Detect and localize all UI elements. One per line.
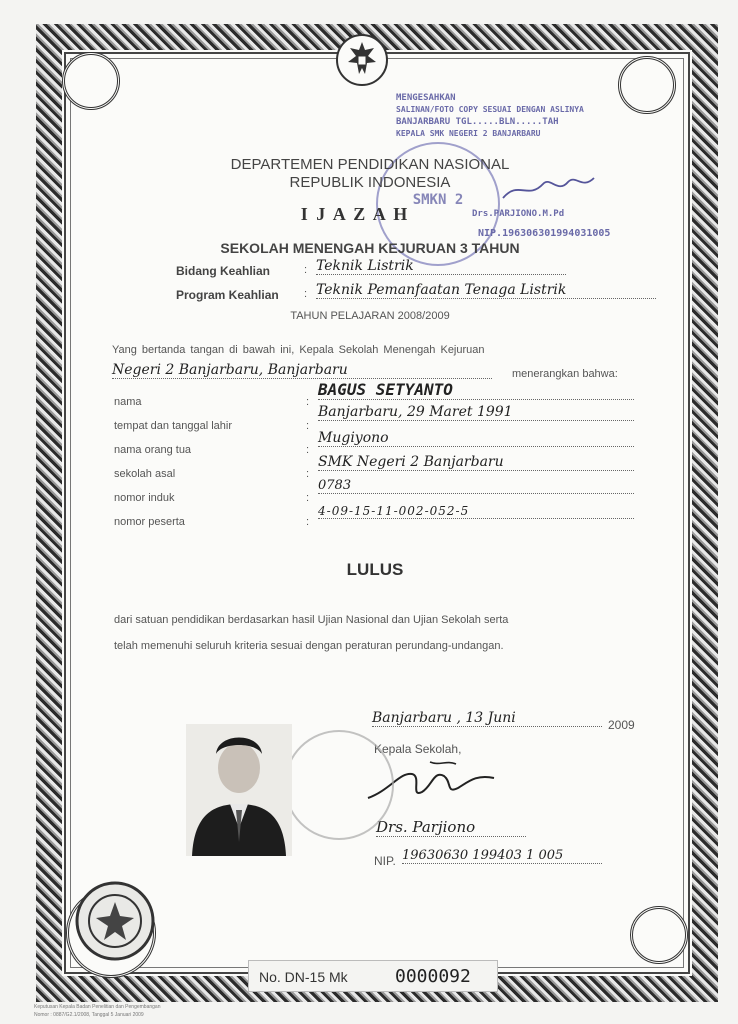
signer-role: Kepala Sekolah, — [374, 742, 462, 756]
menerangkan-text: menerangkan bahwa: — [512, 368, 618, 380]
stamp-line3: BANJARBARU TGL.....BLN.....TAH — [396, 117, 559, 127]
fine-print-2: Nomor : 0887/G2.1/2008, Tanggal 5 Januari 2009 — [34, 1012, 144, 1018]
field-label-nama: nama — [114, 396, 142, 408]
field-label-sekolah-asal: sekolah asal — [114, 468, 176, 480]
statement-line1: dari satuan pendidikan berdasarkan hasil Ujian Nasional dan Ujian Sekolah serta — [114, 614, 509, 626]
program-label: Program Keahlian — [176, 288, 279, 302]
field-label-ttl: tempat dan tanggal lahir — [114, 420, 233, 432]
nip-label: NIP. — [374, 854, 396, 868]
field-value-nomor-induk: 0783 — [318, 478, 634, 494]
corner-ornament-br — [630, 906, 688, 964]
stamp-signer-nip: NIP.196306301994031005 — [478, 228, 611, 239]
colon: : — [306, 516, 310, 528]
academic-year: TAHUN PELAJARAN 2008/2009 — [290, 310, 450, 322]
colon: : — [306, 444, 310, 456]
field-value-sekolah-asal: SMK Negeri 2 Banjarbaru — [318, 454, 634, 471]
colon: : — [306, 420, 310, 432]
principal-name: Drs. Parjiono — [376, 818, 526, 837]
stamp-signer-name: Drs.PARJIONO.M.Pd — [472, 209, 565, 219]
field-value-nama: BAGUS SETYANTO — [318, 380, 634, 400]
student-photo — [186, 724, 292, 856]
field-value-nomor-peserta: 4-09-15-11-002-052-5 — [318, 504, 634, 519]
field-value-orangtua: Mugiyono — [318, 430, 634, 447]
intro-text: Yang bertanda tangan di bawah ini, Kepala Sekolah Menengah Kejuruan — [112, 344, 485, 356]
colon: : — [304, 264, 308, 276]
school-name-handwritten: Negeri 2 Banjarbaru, Banjarbaru — [112, 362, 492, 379]
result-status: LULUS — [346, 560, 404, 579]
stamp-line2: SALINAN/FOTO COPY SESUAI DENGAN ASLINYA — [396, 105, 584, 114]
school-emblem-icon — [72, 878, 158, 964]
program-value: Teknik Pemanfaatan Tenaga Listrik — [316, 282, 656, 299]
field-label-nomor-induk: nomor induk — [114, 492, 175, 504]
fine-print-1: Keputusan Kepala Badan Penelitian dan Pengembangan — [34, 1004, 161, 1010]
colon: : — [306, 468, 310, 480]
place-date-handwritten: Banjarbaru , 13 Juni — [372, 710, 602, 727]
page-title: I J A Z A H — [300, 204, 410, 224]
field-label-nomor-peserta: nomor peserta — [114, 516, 185, 528]
colon: : — [304, 288, 308, 300]
certificate-number-box — [248, 960, 498, 992]
stamp-line4: KEPALA SMK NEGERI 2 BANJARBARU — [396, 129, 541, 138]
stamp-line1: MENGESAHKAN — [396, 93, 456, 103]
colon: : — [306, 492, 310, 504]
bidang-label: Bidang Keahlian — [176, 264, 271, 278]
republic-title: REPUBLIK INDONESIA — [289, 174, 451, 191]
colon: : — [306, 396, 310, 408]
field-label-orangtua: nama orang tua — [114, 444, 192, 456]
garuda-emblem-icon — [334, 32, 390, 88]
corner-ornament-tl — [62, 52, 120, 110]
statement-line2: telah memenuhi seluruh kriteria sesuai dengan peraturan perundang-undangan. — [114, 640, 504, 652]
bidang-value: Teknik Listrik — [316, 258, 566, 275]
number-label: No. DN-15 Mk — [259, 969, 348, 985]
seal-text: SMKN 2 — [412, 192, 464, 208]
field-value-ttl: Banjarbaru, 29 Maret 1991 — [318, 404, 634, 421]
validation-stamp — [396, 92, 656, 140]
school-level: SEKOLAH MENENGAH KEJURUAN 3 TAHUN — [220, 240, 520, 256]
number-value: 0000092 — [395, 966, 471, 987]
signature-year: 2009 — [608, 718, 635, 732]
official-round-stamp — [284, 730, 394, 840]
nip-value: 19630630 199403 1 005 — [402, 848, 602, 864]
department-title: DEPARTEMEN PENDIDIKAN NASIONAL — [230, 156, 510, 173]
